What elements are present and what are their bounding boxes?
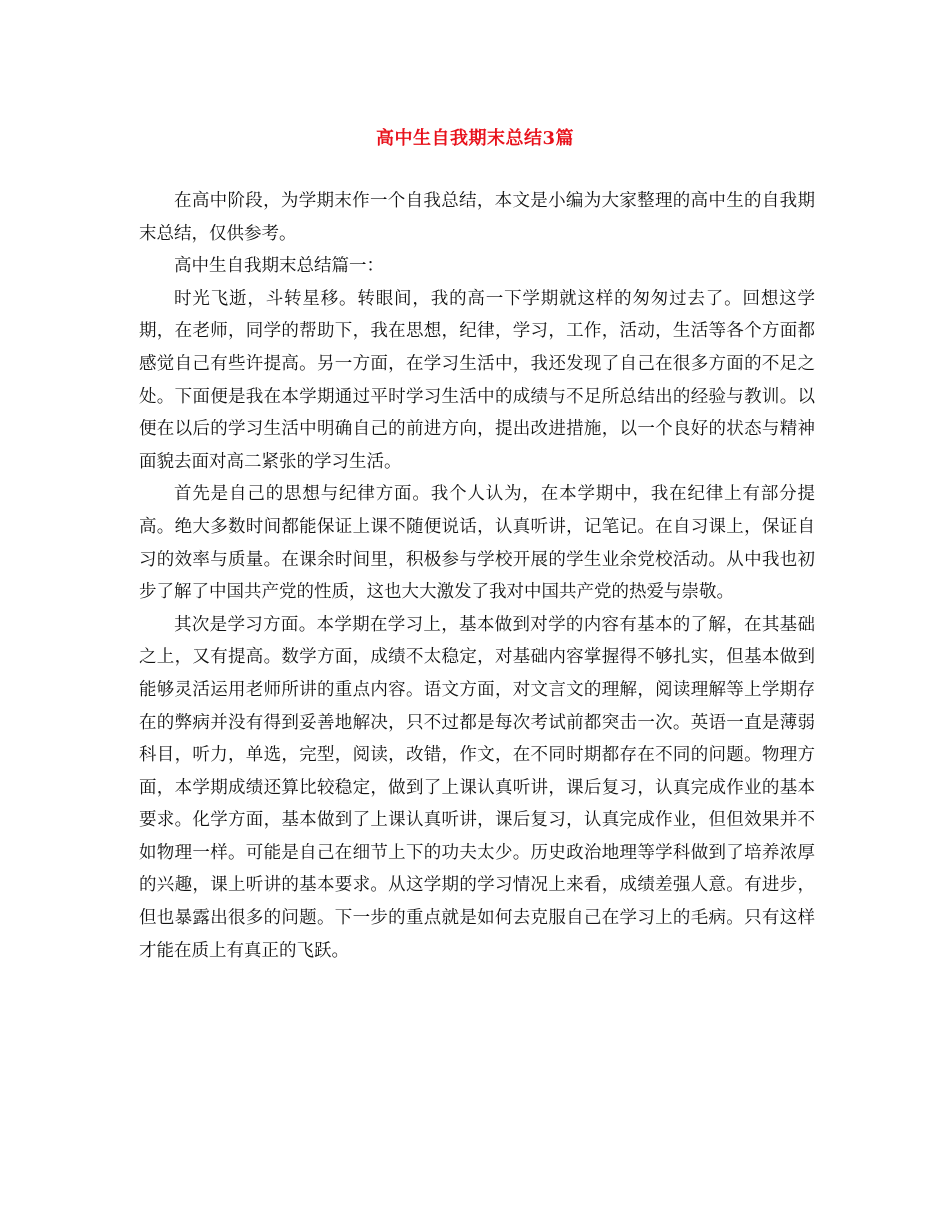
document-title: 高中生自我期末总结3篇 (375, 128, 575, 149)
body-paragraph: 其次是学习方面。本学期在学习上，基本做到对学的内容有基本的了解，在其基础之上，又有提高。数学方面，成绩不太稳定，对基础内容掌握得不够扎实，但基本做到能够灵活运用老师所讲的重点内容。语文方面，对文言文的理解，阅读理解等上学期存在的弊病并没有得到妥善地解决，只不过都是每次考试前都突击一次。英语一直是薄弱科目，听力，单选，完型，阅读，改错，作文，在不同时期都存在不同的问题。物理方面，本学期成绩还算比较稳定，做到了上课认真听讲，课后复习，认真完成作业的基本要求。化学方面，基本做到了上课认真听讲，课后复习，认真完成作业，但但效果并不如物理一样。可能是自己在细节上下的功夫太少。历史政治地理等学科做到了培养浓厚的兴趣，课上听讲的基本要求。从这学期的学习情况上来看，成绩差强人意。有进步，但也暴露出很多的问题。下一步的重点就是如何去克服自己在学习上的毛病。只有这样才能在质上有真正的飞跃。 (139, 614, 815, 961)
intro-paragraph: 在高中阶段，为学期末作一个自我总结，本文是小编为大家整理的高中生的自我期末总结，仅供参考。 (139, 191, 815, 244)
document-body (139, 185, 815, 967)
body-paragraph: 首先是自己的思想与纪律方面。我个人认为，在本学期中，我在纪律上有部分提高。绝大多数时间都能保证上课不随便说话，认真听讲，记笔记。在自习课上，保证自习的效率与质量。在课余时间里，积极参与学校开展的学生业余党校活动。从中我也初步了解了中国共产党的性质，这也大大激发了我对中国共产党的热爱与崇敬。 (139, 484, 815, 603)
section-heading-part-one: 高中生自我期末总结篇一： (174, 256, 384, 277)
body-paragraph: 时光飞逝，斗转星移。转眼间，我的高一下学期就这样的匆匆过去了。回想这学期，在老师，同学的帮助下，我在思想，纪律，学习，工作，活动，生活等各个方面都感觉自己有些许提高。另一方面，在学习生活中，我还发现了自己在很多方面的不足之处。下面便是我在本学期通过平时学习生活中的成绩与不足所总结出的经验与教训。以便在以后的学习生活中明确自己的前进方向，提出改进措施，以一个良好的状态与精神面貌去面对高二紧张的学习生活。 (139, 288, 815, 472)
